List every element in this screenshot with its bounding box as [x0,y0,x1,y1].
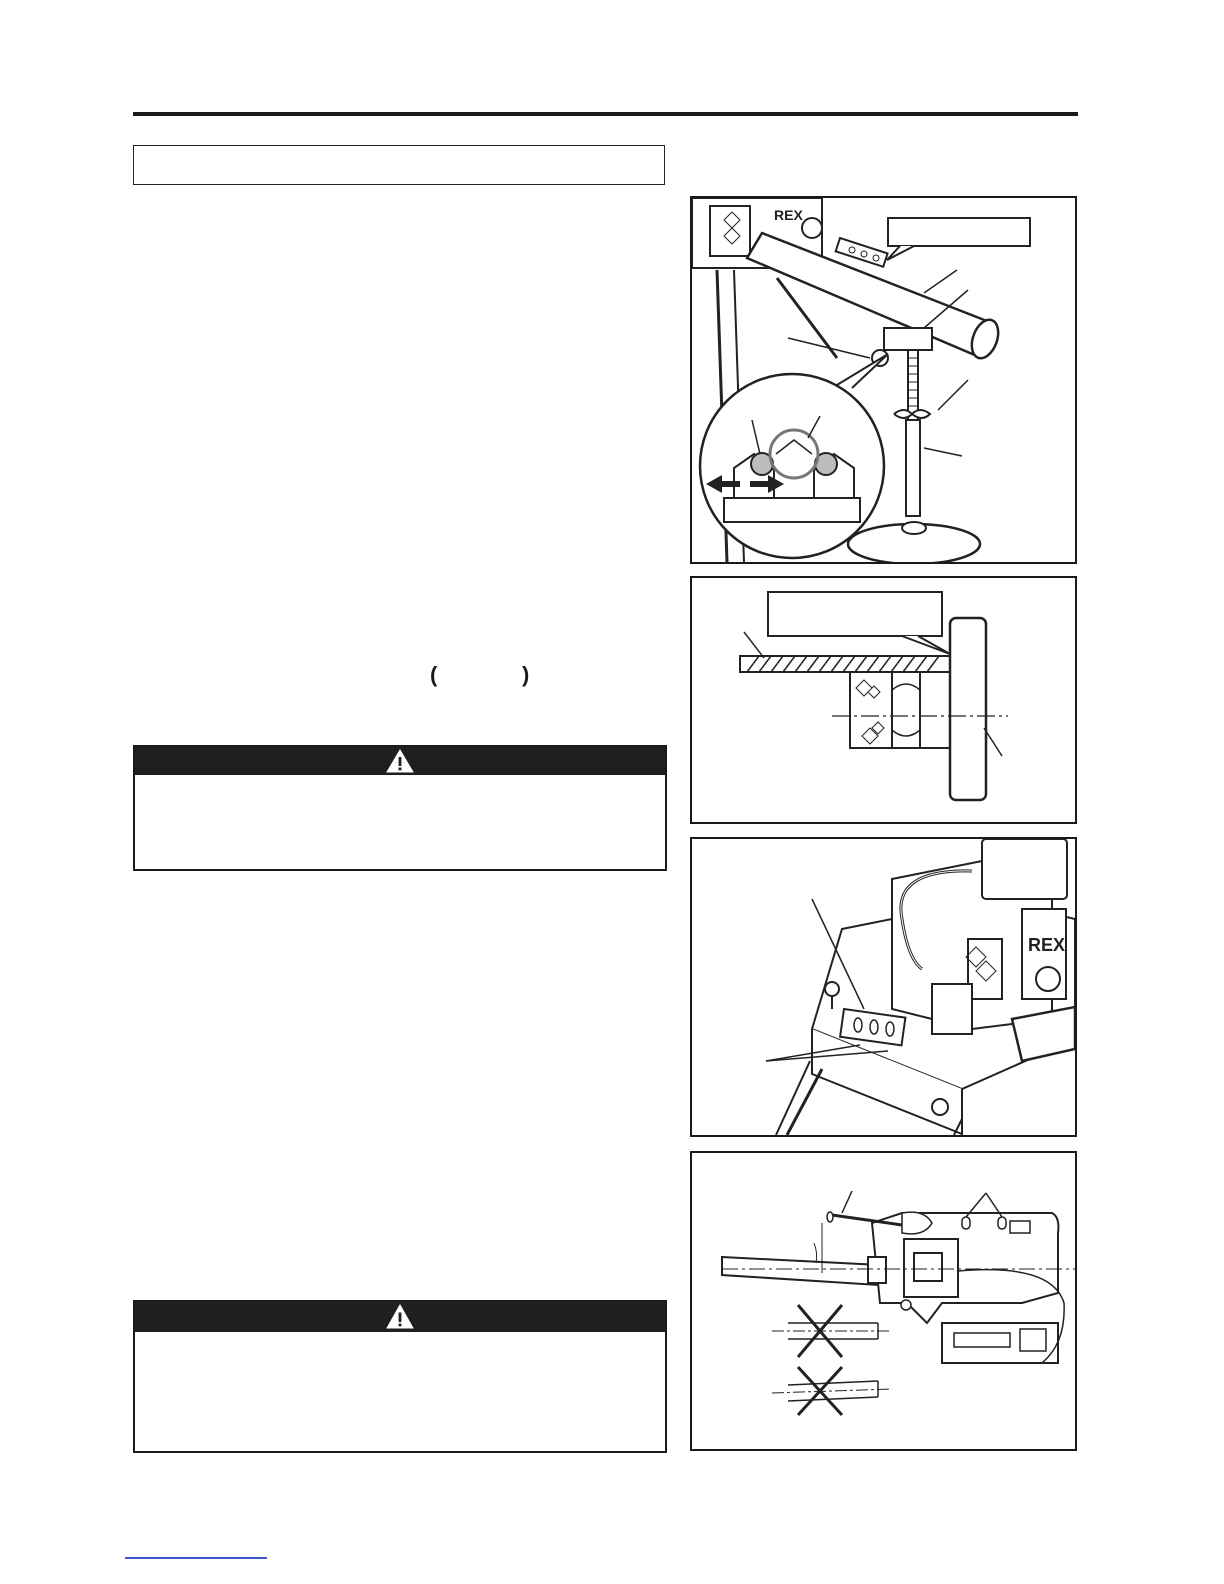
figure-roller-alignment [690,576,1077,824]
pipe-support-illustration [692,198,1075,562]
figure-machine-level [690,837,1077,1137]
warning-triangle-icon [385,748,415,774]
roller-alignment-illustration [692,578,1075,822]
paren-open: ( [430,662,438,687]
brand-label: REX [774,207,803,223]
warning-box-1 [133,745,667,871]
footer-link-underline[interactable] [125,1557,267,1559]
warning-triangle-icon [385,1303,415,1331]
brand-label: REX [1028,935,1066,955]
header-rule [133,112,1078,116]
paren-close: ) [522,662,530,687]
warning-box-2 [133,1300,667,1453]
warning-header [135,1302,665,1332]
machine-level-illustration [692,839,1075,1135]
top-view-alignment-illustration [692,1153,1075,1449]
section-heading-box [133,145,665,185]
warning-header [135,747,665,775]
figure-top-view-alignment [690,1151,1077,1451]
figure-pipe-support [690,196,1077,564]
